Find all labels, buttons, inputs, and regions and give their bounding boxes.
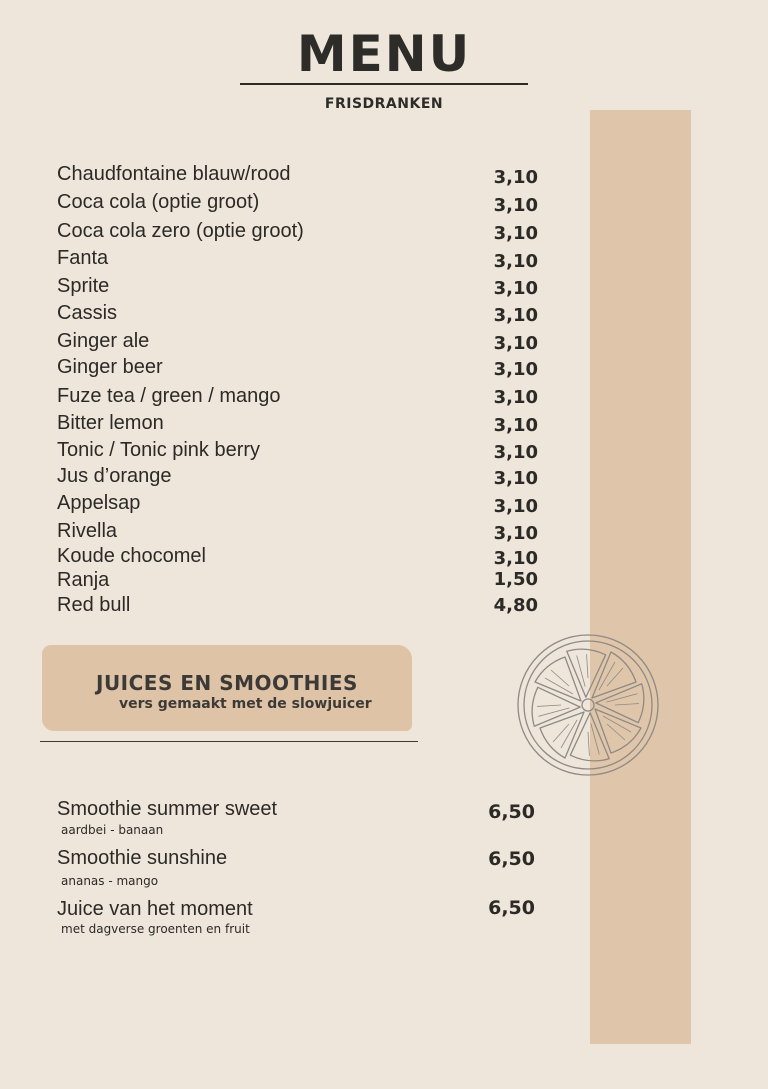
juice-price: 6,50 (488, 848, 535, 870)
drink-price: 3,10 (493, 223, 538, 244)
drink-price: 3,10 (493, 278, 538, 299)
drink-price: 3,10 (493, 251, 538, 272)
drink-name: Appelsap (57, 492, 141, 514)
title-divider (240, 83, 528, 85)
juice-price: 6,50 (488, 801, 535, 823)
drink-price: 3,10 (493, 167, 538, 188)
drink-name: Sprite (57, 275, 110, 297)
drink-price: 3,10 (493, 415, 538, 436)
drink-name: Red bull (57, 594, 131, 616)
drink-name: Fuze tea / green / mango (57, 385, 281, 407)
drink-name: Jus d’orange (57, 465, 172, 487)
drink-price: 1,50 (493, 569, 538, 590)
drink-name: Koude chocomel (57, 545, 206, 567)
juice-description: met dagverse groenten en fruit (61, 922, 250, 936)
drink-name: Tonic / Tonic pink berry (57, 439, 261, 461)
drink-price: 3,10 (493, 195, 538, 216)
drink-name: Coca cola (optie groot) (57, 191, 260, 213)
drink-price: 3,10 (493, 548, 538, 569)
juice-name: Juice van het moment (57, 898, 253, 920)
juices-title: JUICES EN SMOOTHIES (96, 671, 358, 695)
drink-name: Bitter lemon (57, 412, 164, 434)
drink-name: Chaudfontaine blauw/rood (57, 163, 291, 185)
drink-price: 3,10 (493, 359, 538, 380)
decorative-stripe (590, 110, 691, 1044)
juice-name: Smoothie sunshine (57, 847, 228, 869)
drink-price: 3,10 (493, 523, 538, 544)
drink-price: 3,10 (493, 387, 538, 408)
drink-name: Coca cola zero (optie groot) (57, 220, 304, 242)
juice-description: ananas - mango (61, 874, 159, 888)
drink-name: Cassis (57, 302, 118, 324)
section-divider (40, 741, 418, 742)
drink-name: Rivella (57, 520, 118, 542)
drink-name: Ranja (57, 569, 110, 591)
drink-name: Ginger ale (57, 330, 150, 352)
drink-name: Ginger beer (57, 356, 163, 378)
drink-price: 3,10 (493, 305, 538, 326)
page-title: MENU (296, 25, 472, 83)
section-title: FRISDRANKEN (324, 96, 444, 112)
drink-price: 4,80 (493, 595, 538, 616)
drink-price: 3,10 (493, 468, 538, 489)
juices-subtitle: vers gemaakt met de slowjuicer (119, 696, 372, 712)
drink-price: 3,10 (493, 442, 538, 463)
drink-price: 3,10 (493, 333, 538, 354)
drink-price: 3,10 (493, 496, 538, 517)
juice-price: 6,50 (488, 897, 535, 919)
juice-description: aardbei - banaan (61, 823, 164, 837)
citrus-slice-icon (515, 632, 661, 778)
juice-name: Smoothie summer sweet (57, 798, 278, 820)
juices-banner (42, 645, 412, 731)
drink-name: Fanta (57, 247, 109, 269)
